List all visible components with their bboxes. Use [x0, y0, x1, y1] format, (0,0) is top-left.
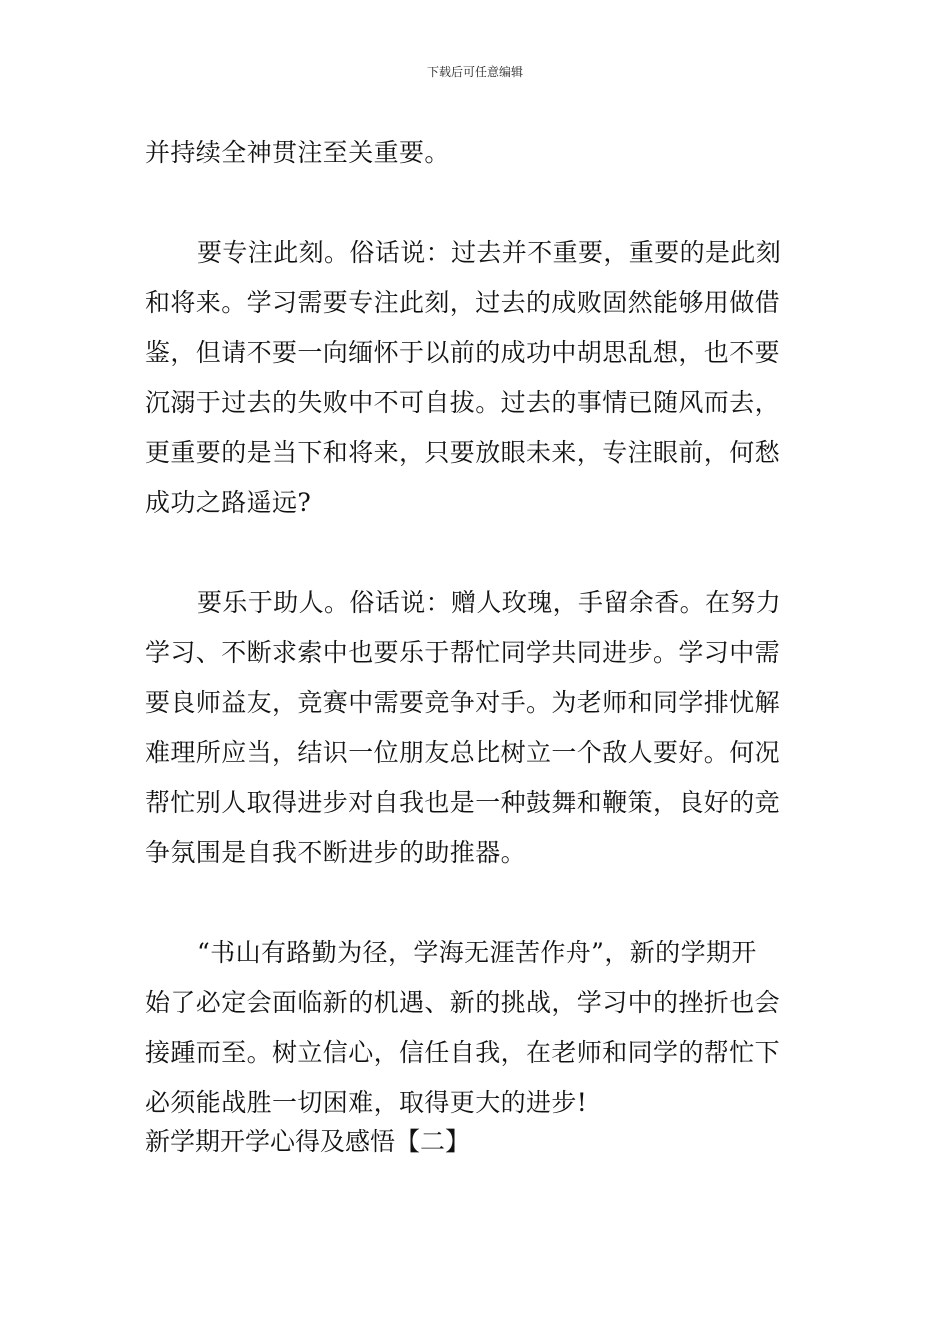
paragraph-line: 必须能战胜一切困难，取得更大的进步!	[145, 1088, 588, 1117]
paragraph-line: 争氛围是自我不断进步的助推器。	[145, 838, 527, 867]
paragraph-line: 学习、不断求索中也要乐于帮忙同学共同进步。学习中需	[145, 638, 781, 667]
paragraph-line: 鉴，但请不要一向缅怀于以前的成功中胡思乱想，也不要	[145, 338, 781, 367]
paragraph-new-semester	[145, 928, 815, 1128]
paragraph-line: “书山有路勤为径，学海无涯苦作舟”，新的学期开	[197, 938, 757, 967]
document-body	[145, 128, 815, 1162]
paragraph-gap	[145, 878, 815, 928]
paragraph-line: 沉溺于过去的失败中不可自拔。过去的事情已随风而去，	[145, 388, 781, 417]
paragraph-focus-present	[145, 228, 815, 528]
page-header: 下载后可任意编辑	[426, 65, 523, 79]
intro-line: 并持续全神贯注至关重要。	[145, 138, 450, 167]
section-heading: 新学期开学心得及感悟【二】	[145, 1127, 471, 1156]
paragraph-line: 帮忙别人取得进步对自我也是一种鼓舞和鞭策，良好的竞	[145, 788, 781, 817]
paragraph-gap	[145, 528, 815, 578]
paragraph-line: 要专注此刻。俗话说：过去并不重要，重要的是此刻	[197, 238, 782, 267]
paragraph-line: 和将来。学习需要专注此刻，过去的成败固然能够用做借	[145, 288, 781, 317]
paragraph-line: 接踵而至。树立信心，信任自我，在老师和同学的帮忙下	[145, 1038, 781, 1067]
paragraph-line: 始了必定会面临新的机遇、新的挑战，学习中的挫折也会	[145, 988, 781, 1017]
paragraph-line: 难理所应当，结识一位朋友总比树立一个敌人要好。何况	[145, 738, 781, 767]
paragraph-line: 要乐于助人。俗话说：赠人玫瑰，手留余香。在努力	[197, 588, 782, 617]
paragraph-line: 更重要的是当下和将来，只要放眼未来，专注眼前，何愁	[145, 438, 781, 467]
paragraph-help-others	[145, 578, 815, 878]
paragraph-line: 要良师益友，竞赛中需要竞争对手。为老师和同学排忧解	[145, 688, 781, 717]
paragraph-gap	[145, 178, 815, 228]
paragraph-line: 成功之路遥远?	[145, 488, 312, 517]
